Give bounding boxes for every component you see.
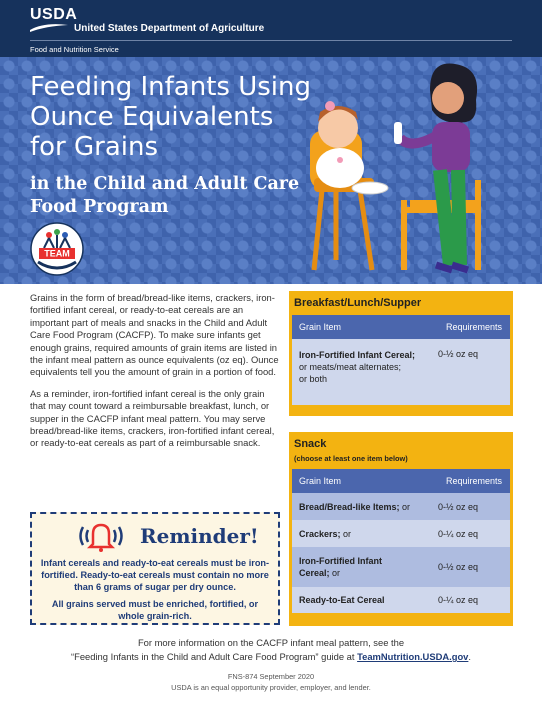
header-bar bbox=[0, 0, 542, 57]
page-title: Feeding Infants Using Ounce Equivalents for Grains bbox=[30, 72, 311, 162]
meals-table-header: Grain Item Requirements bbox=[292, 315, 510, 339]
usda-logo: USDA bbox=[30, 6, 78, 23]
department-name: United States Department of Agriculture bbox=[74, 23, 265, 34]
intro-paragraph-2: As a reminder, iron-fortified infant cereal is the only grain that may count toward a reimbursable breakfast, lunch, or supper in the CACFP infant meal pattern. You may serve bread/bread-like items, crackers, iron-fortified infant cereal, or ready-to-eat cereals as part of a reimbursable snack. bbox=[30, 387, 275, 449]
meals-table-title: Breakfast/Lunch/Supper bbox=[294, 297, 422, 309]
service-name: Food and Nutrition Service bbox=[30, 45, 119, 54]
equal-opportunity-statement: USDA is an equal opportunity provider, employer, and lender. bbox=[171, 683, 371, 692]
reminder-title: Reminder! bbox=[140, 524, 259, 548]
meals-table bbox=[289, 291, 513, 416]
alarm-bell-icon bbox=[76, 520, 126, 552]
reminder-text-1: Infant cereals and ready-to-eat cereals must be iron-fortified. Ready-to-eat cereals must contain no more than 6 grams of sugar per dry ounce. bbox=[40, 558, 270, 592]
usda-swoosh-icon bbox=[30, 22, 68, 32]
table-row: Crackers; or 0-¼ oz eq bbox=[292, 520, 510, 547]
header-divider bbox=[30, 40, 512, 41]
reminder-box bbox=[30, 512, 280, 625]
snack-table-title: Snack bbox=[294, 438, 327, 450]
team-nutrition-logo bbox=[30, 222, 84, 276]
footer-info: For more information on the CACFP infant meal pattern, see the “Feeding Infants in the Child and Adult Care Food Program” guide at TeamNutrition.USDA.gov. bbox=[70, 637, 471, 662]
snack-table-subtitle: (choose at least one item below) bbox=[294, 454, 408, 463]
page-subtitle: in the Child and Adult Care Food Program bbox=[30, 174, 300, 217]
table-row: Iron-Fortified Infant Cereal; or 0-½ oz eq bbox=[292, 547, 510, 587]
table-row: Ready-to-Eat Cereal 0-¼ oz eq bbox=[292, 587, 510, 613]
reminder-text-2: All grains served must be enriched, fortified, or whole grain-rich. bbox=[51, 599, 259, 621]
snack-table-header: Grain Item Requirements bbox=[292, 469, 510, 493]
snack-table bbox=[289, 432, 513, 626]
intro-text bbox=[30, 292, 280, 459]
table-row: Iron-Fortified Infant Cereal; or meats/meat alternates; or both 0-½ oz eq bbox=[292, 339, 510, 405]
table-row: Bread/Bread-like Items; or 0-½ oz eq bbox=[292, 493, 510, 520]
caregiver-feeding-infant-illustration bbox=[300, 60, 500, 282]
document-number: FNS-874 September 2020 bbox=[227, 672, 315, 681]
intro-paragraph-1: Grains in the form of bread/bread-like items, crackers, iron-fortified infant cereal, or ready-to-eat cereals are an important part of meals and snacks in the Child and Adult Care Food Program (CACFP). To make sure infants get enough grains, required amounts of grain items are listed in the infant meal pattern as ounce equivalents (oz eq). Ounce equivalents tell you the amount of grain in a portion of food. bbox=[30, 292, 279, 378]
svg-text:TEAM: TEAM bbox=[44, 248, 70, 259]
team-nutrition-link[interactable]: TeamNutrition.USDA.gov bbox=[357, 651, 469, 662]
